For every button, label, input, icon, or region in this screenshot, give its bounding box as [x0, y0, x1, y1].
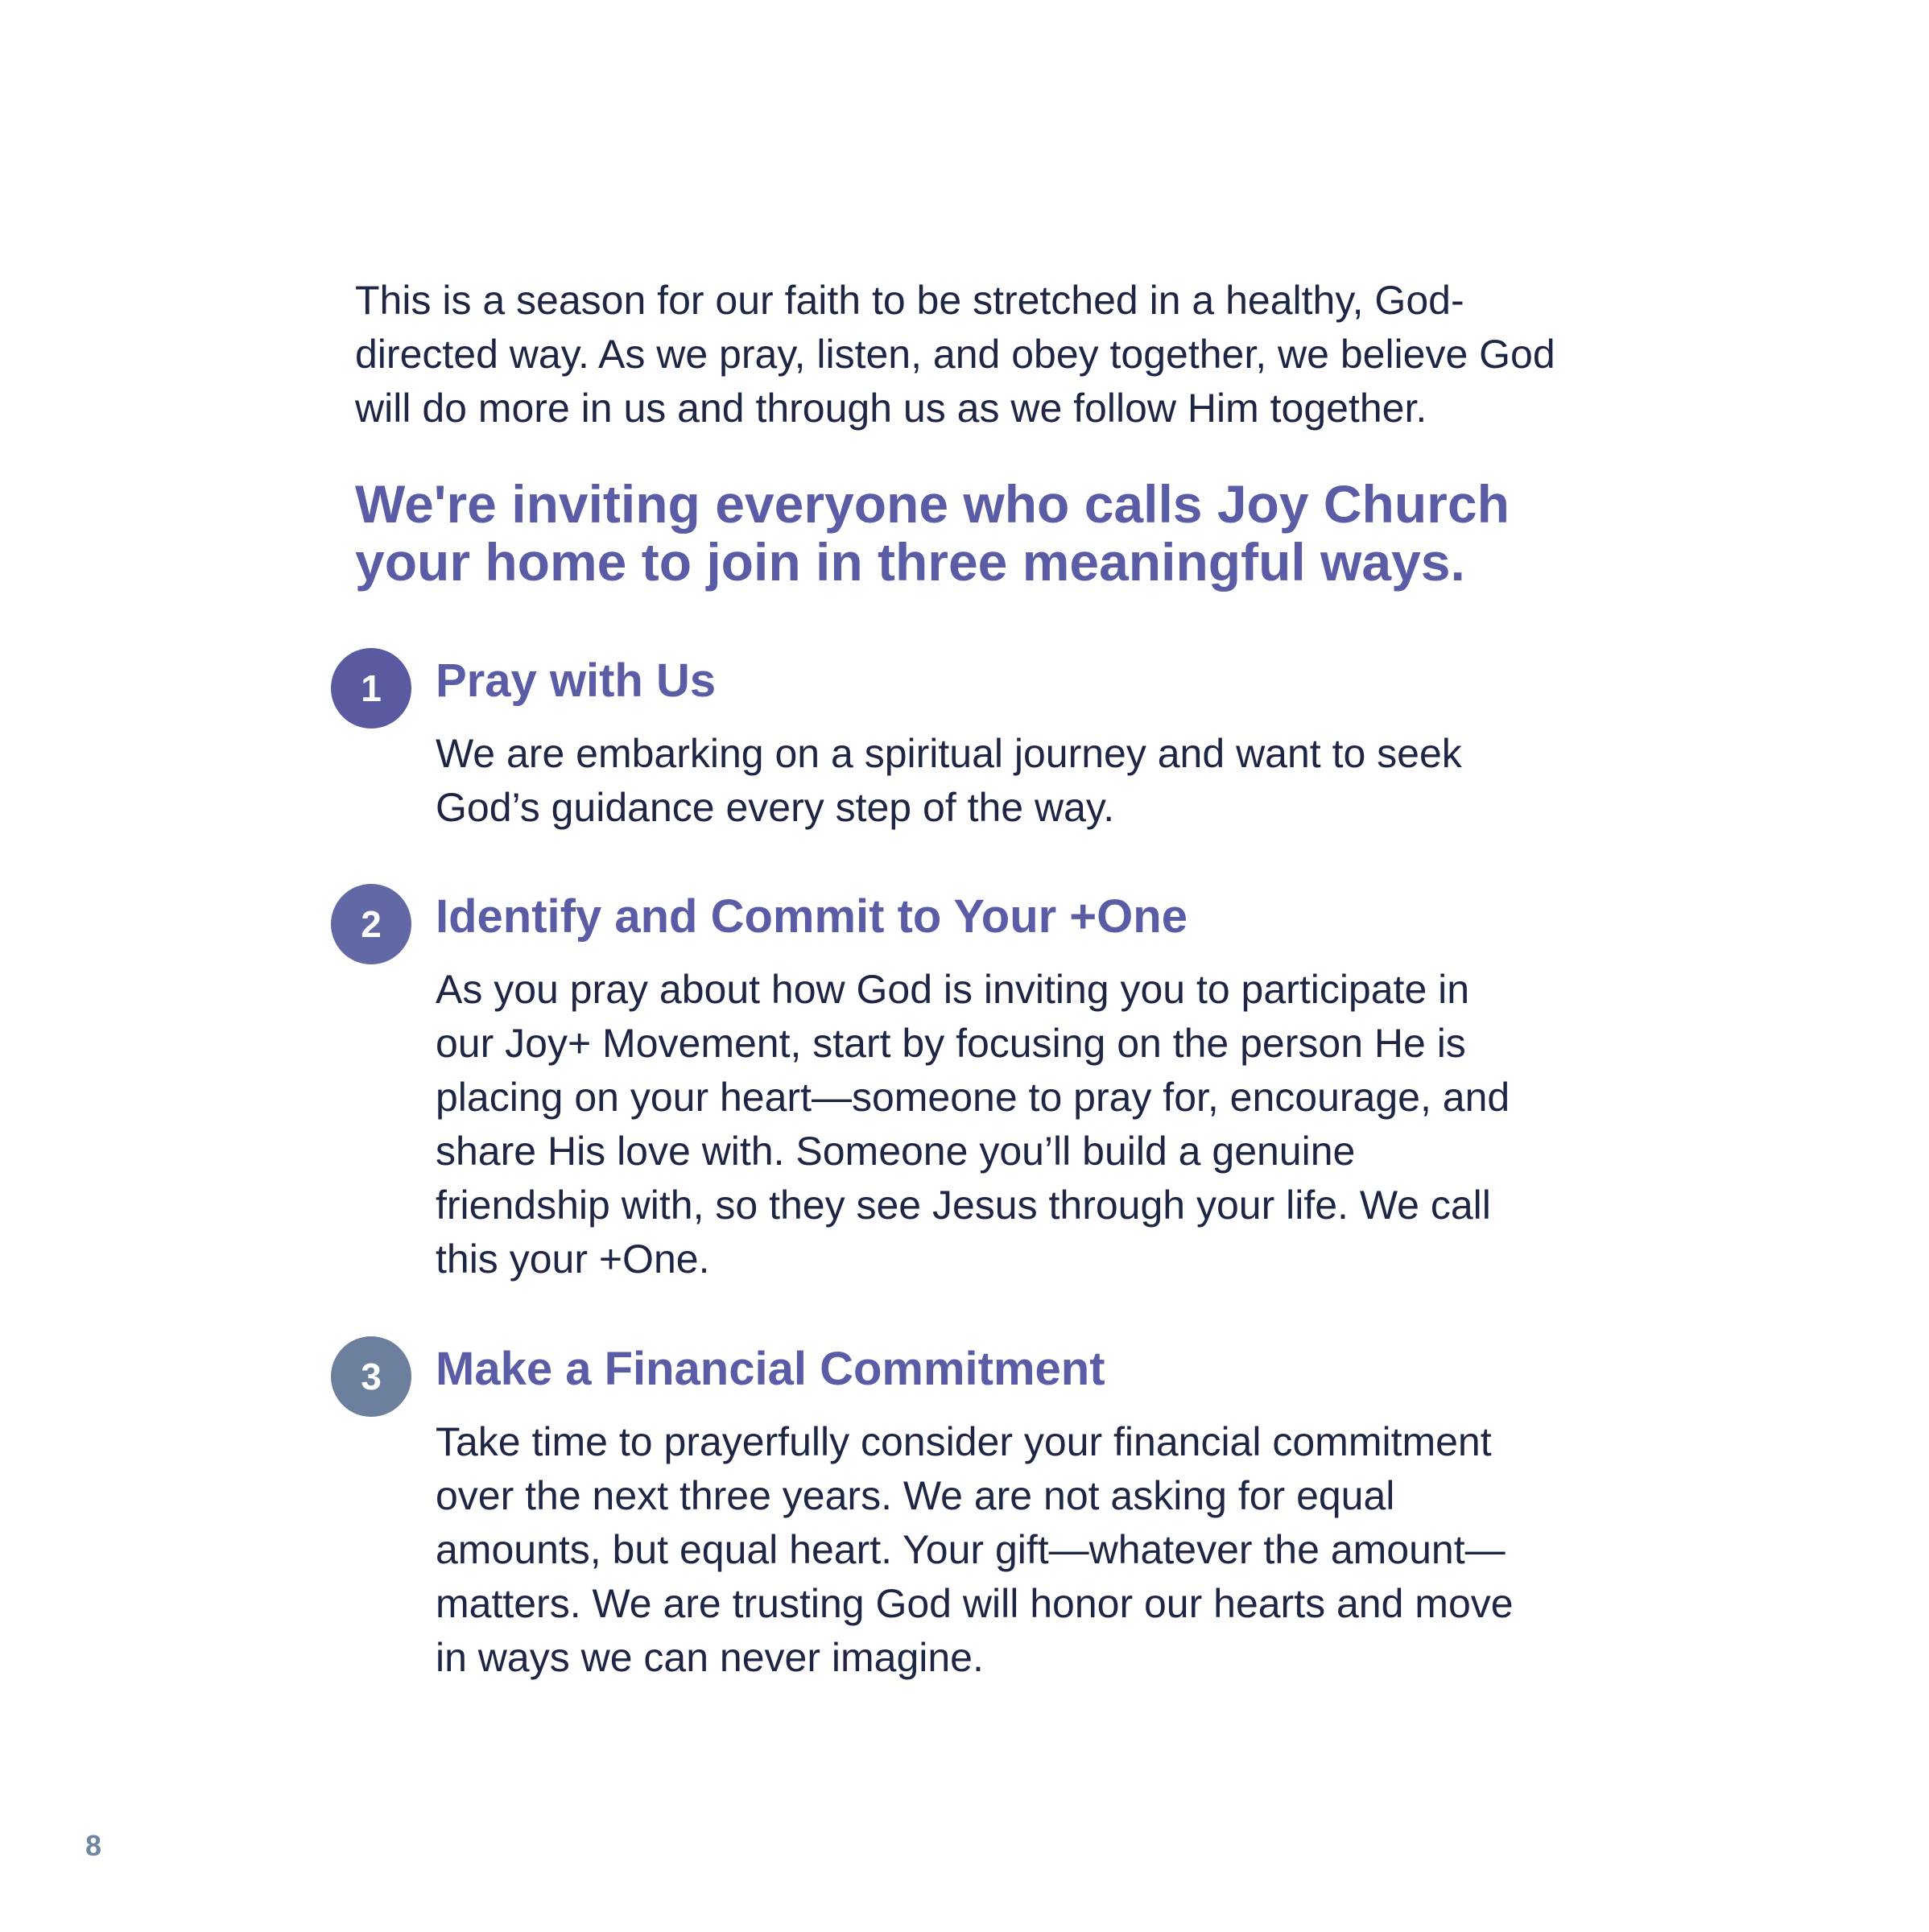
- invitation-heading: We're inviting everyone who calls Joy Church your home to join in three meaningful ways.: [355, 474, 1510, 592]
- intro-paragraph: This is a season for our faith to be stretched in a healthy, God-directed way. As we pray, listen, and obey together, we believe God will do more in us and through us as we follow Him together.: [355, 278, 1555, 431]
- page-number: 8: [85, 1829, 102, 1862]
- step-title: Make a Financial Commitment: [436, 1343, 1105, 1395]
- step-title: Pray with Us: [436, 654, 717, 707]
- step-number-badge: 3: [331, 1336, 411, 1417]
- step-description: As you pray about how God is inviting you to participate in our Joy+ Movement, start by focusing on the person He is placing on your heart—someone to pray for, encourage, and share His love with. Someone you’ll build a genuine friendship with, so they see Jesus through your life. We call this your +One.: [436, 967, 1510, 1282]
- step-number-badge: 2: [331, 884, 411, 964]
- step-description: Take time to prayerfully consider your financial commitment over the next three years. We are not asking for equal amounts, but equal heart. Your gift—whatever the amount—matters. We are trusting God will honor our hearts and move in ways we can never imagine.: [436, 1419, 1514, 1680]
- step-description: We are embarking on a spiritual journey and want to seek God’s guidance every step of the way.: [436, 731, 1462, 830]
- step-title: Identify and Commit to Your +One: [436, 890, 1188, 943]
- step-number-badge: 1: [331, 648, 411, 729]
